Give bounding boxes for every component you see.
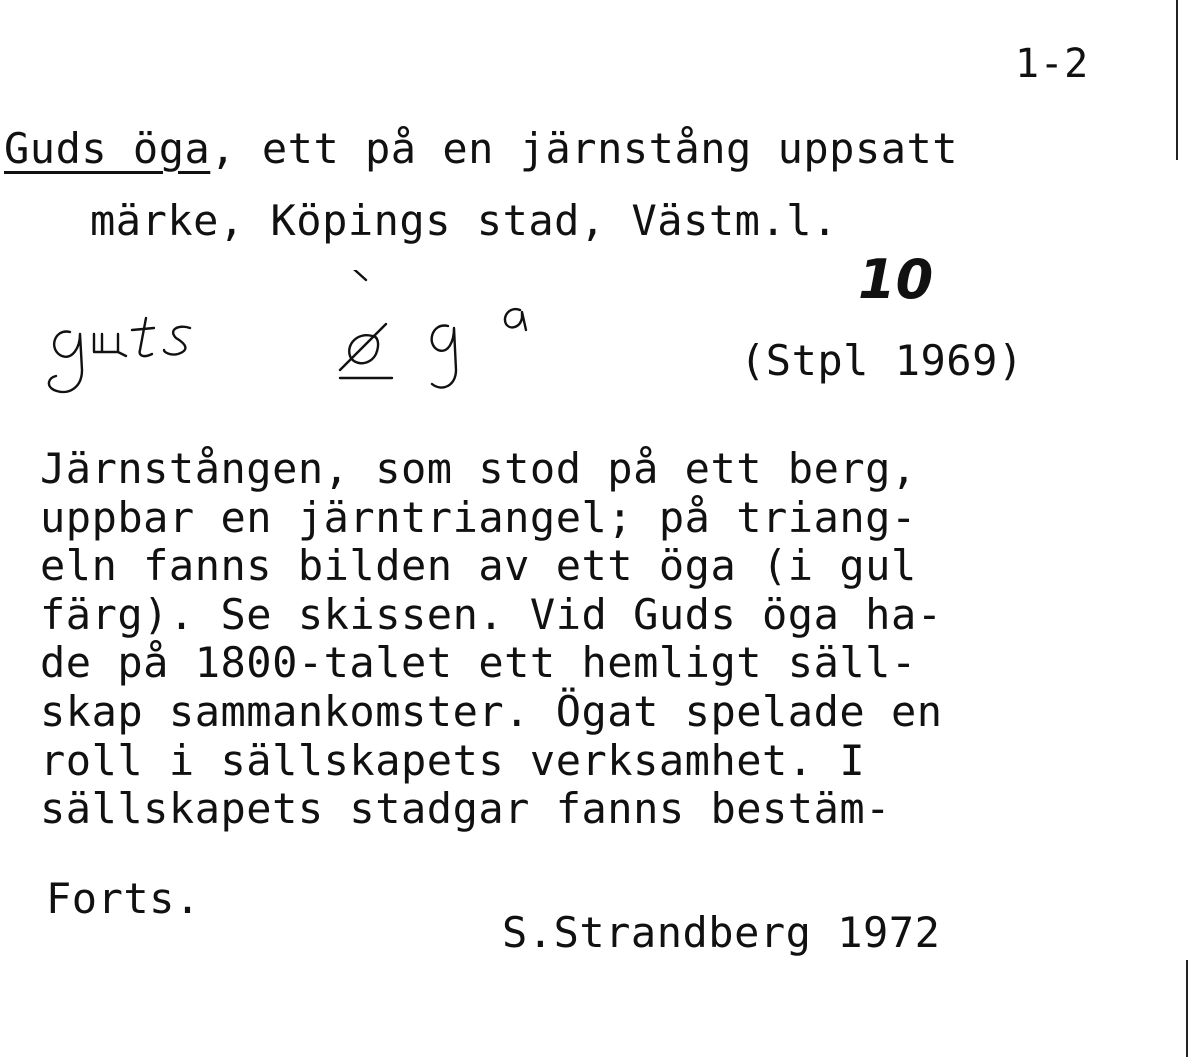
body-line: uppbar en järntriangel; på triang-: [40, 492, 917, 542]
body-line: Järnstången, som stod på ett berg,: [40, 444, 917, 493]
card-edge-bottom: [1186, 960, 1188, 1057]
card-number: 1-2: [1015, 41, 1089, 87]
handwritten-transcription: [40, 270, 560, 410]
body-line: färg). Se skissen. Vid Guds öga ha-: [40, 589, 943, 639]
body-line: roll i sällskapets verksamhet. I: [40, 735, 866, 785]
body-line: sällskapets stadgar fanns bestäm-: [40, 784, 891, 834]
continued-note: Forts.: [46, 874, 201, 923]
author-signature: S.Strandberg 1972: [502, 908, 941, 957]
source-citation: (Stpl 1969): [740, 336, 1024, 385]
headword-definition: , ett på en järnstång uppsatt: [210, 124, 959, 173]
card-body-text: [40, 445, 943, 834]
headword-line: [4, 124, 959, 173]
headword: Guds öga: [4, 124, 211, 173]
card-edge-top: [1176, 0, 1178, 160]
body-line: eln fanns bilden av ett öga (i gul: [40, 541, 917, 591]
headword-definition-continued: märke, Köpings stad, Västm.l.: [90, 196, 838, 245]
reference-number: 10: [858, 248, 934, 311]
body-line: skap sammankomster. Ögat spelade en: [40, 686, 943, 736]
body-line: de på 1800-talet ett hemligt säll-: [40, 638, 917, 688]
